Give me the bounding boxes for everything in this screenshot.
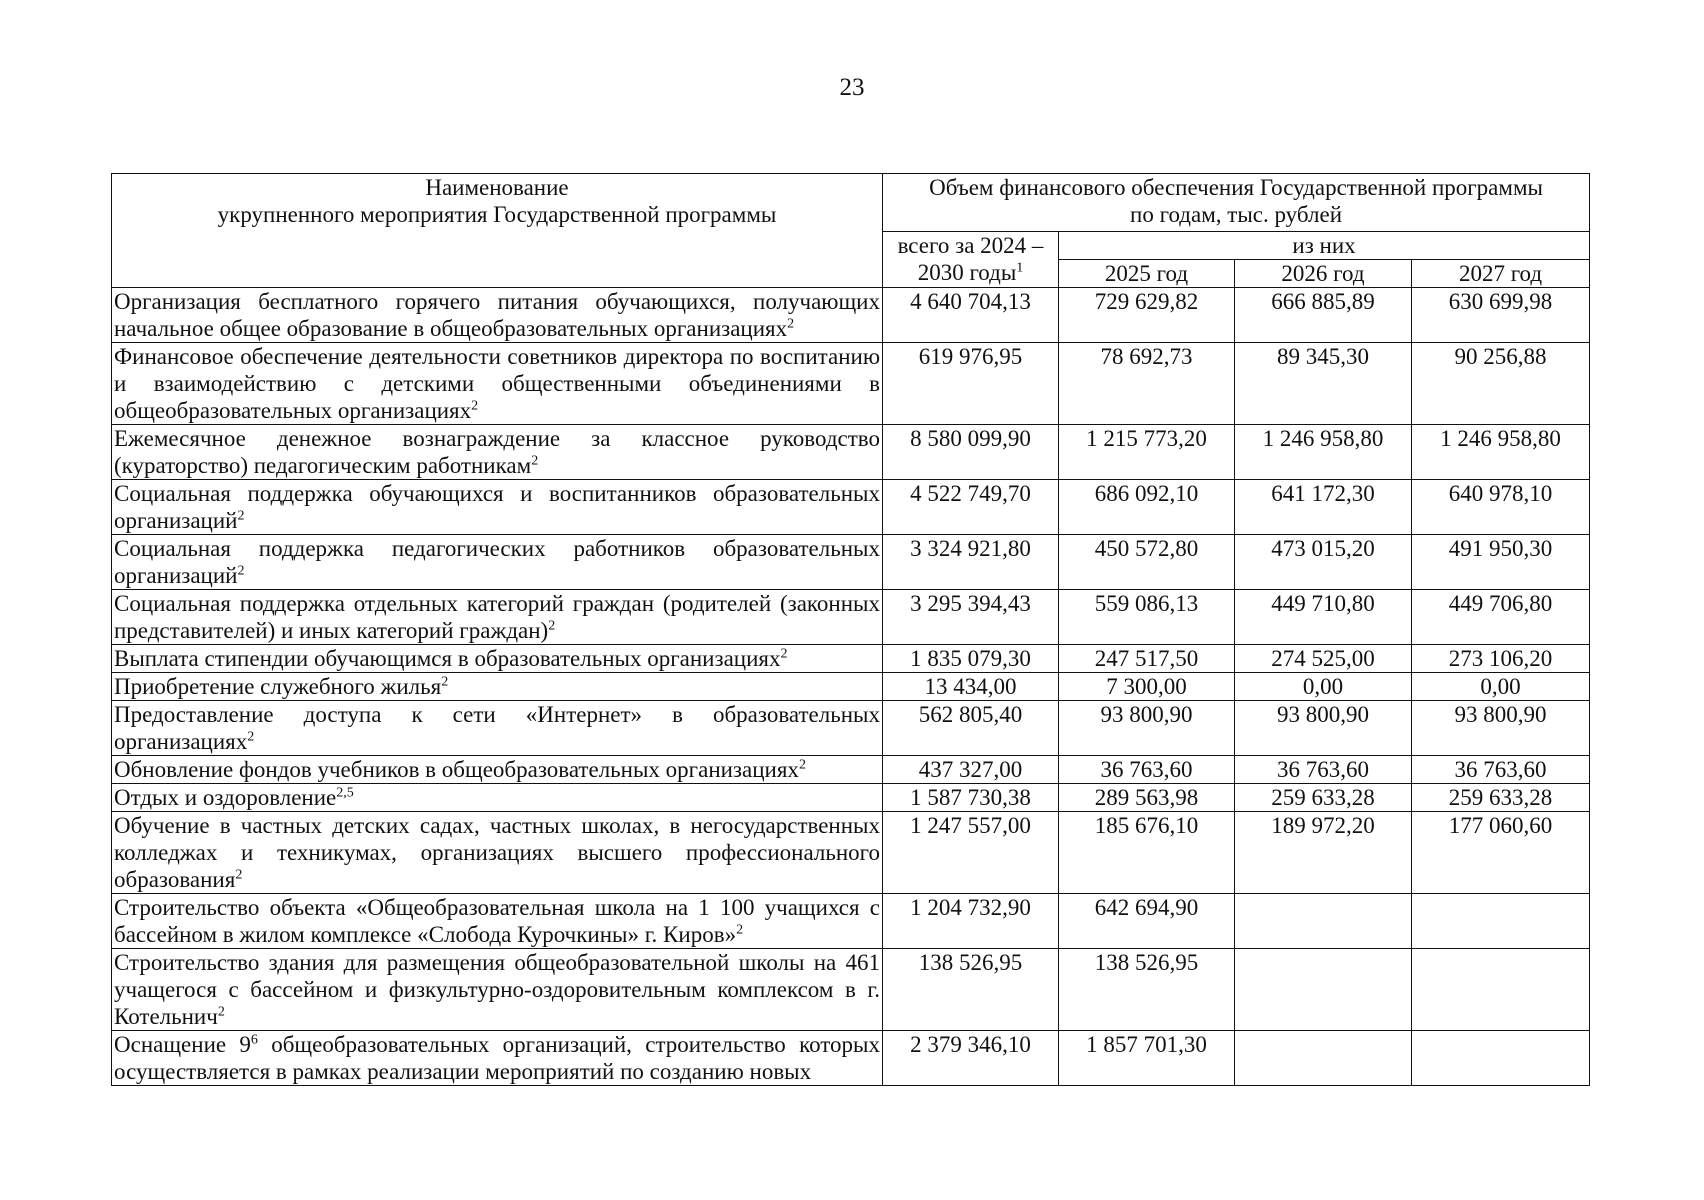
row-total: 437 327,00 [883,756,1059,784]
table-row [112,480,1590,535]
row-name-text: Обновление фондов учебников в общеобразовательных организациях [114,757,799,782]
row-name [112,288,883,343]
row-name-text: Социальная поддержка педагогических работников образовательных организаций [114,536,880,588]
row-2026: 473 015,20 [1235,535,1412,590]
row-2026 [1235,894,1412,949]
row-total: 138 526,95 [883,949,1059,1031]
header-funding [883,174,1590,232]
table-row [112,535,1590,590]
row-2026: 1 246 958,80 [1235,425,1412,480]
row-footnote: 6 [250,1032,258,1048]
row-name [112,949,883,1031]
row-name [112,784,883,812]
row-name-text: Обучение в частных детских садах, частных школах, в негосударственных колледжах и техникумах, организациях высшего профессионального образования [114,813,880,892]
row-name [112,645,883,673]
row-2025: 185 676,10 [1059,812,1235,894]
row-2027: 1 246 958,80 [1412,425,1590,480]
row-name [112,756,883,784]
row-total: 1 835 079,30 [883,645,1059,673]
row-2027 [1412,1031,1590,1086]
row-total: 562 805,40 [883,701,1059,756]
row-footnote: 2 [235,867,243,883]
row-name [112,812,883,894]
header-name-column [112,174,883,288]
header-total [883,232,1059,288]
row-total: 1 587 730,38 [883,784,1059,812]
row-2026: 259 633,28 [1235,784,1412,812]
row-2025: 78 692,73 [1059,343,1235,425]
row-2025: 247 517,50 [1059,645,1235,673]
row-2026 [1235,949,1412,1031]
row-footnote: 2 [247,729,255,745]
row-2025: 7 300,00 [1059,673,1235,701]
row-footnote: 2 [217,1004,225,1020]
row-name-text: Оснащение 9 [114,1032,251,1057]
row-2025: 138 526,95 [1059,949,1235,1031]
row-2026: 666 885,89 [1235,288,1412,343]
header-total-line2: 2030 годы [917,260,1017,285]
row-total: 3 324 921,80 [883,535,1059,590]
row-2027 [1412,894,1590,949]
row-2026: 93 800,90 [1235,701,1412,756]
row-total: 619 976,95 [883,343,1059,425]
row-name [112,673,883,701]
row-name [112,1031,883,1086]
row-name-text: Социальная поддержка обучающихся и воспитанников образовательных организаций [114,481,880,533]
table-row [112,701,1590,756]
row-name [112,480,883,535]
row-2025: 93 800,90 [1059,701,1235,756]
header-name-line2: укрупненного мероприятия Государственной программы [217,202,777,227]
row-name [112,590,883,645]
row-2025: 686 092,10 [1059,480,1235,535]
header-total-line1: всего за 2024 – [897,233,1044,258]
row-2025: 1 857 701,30 [1059,1031,1235,1086]
row-2025: 450 572,80 [1059,535,1235,590]
row-2026: 36 763,60 [1235,756,1412,784]
row-name-text: Финансовое обеспечение деятельности советников директора по воспитанию и взаимодействию с детскими общественными объединениями в общеобразовательных организациях [114,344,880,423]
row-total: 13 434,00 [883,673,1059,701]
row-name-text: Выплата стипендии обучающимся в образовательных организациях [114,646,781,671]
row-2027: 177 060,60 [1412,812,1590,894]
row-2025: 1 215 773,20 [1059,425,1235,480]
row-2027: 491 950,30 [1412,535,1590,590]
row-total: 1 204 732,90 [883,894,1059,949]
row-2027: 0,00 [1412,673,1590,701]
table-row [112,288,1590,343]
row-name [112,343,883,425]
header-total-footnote: 1 [1016,260,1024,276]
row-2025: 559 086,13 [1059,590,1235,645]
row-name-text: общеобразовательных организаций, строительство которых осуществляется в рамках реализации мероприятий по созданию новых [114,1032,880,1084]
row-2027: 640 978,10 [1412,480,1590,535]
row-footnote: 2,5 [336,785,354,801]
row-total: 4 640 704,13 [883,288,1059,343]
row-footnote: 2 [237,508,245,524]
funding-table [111,173,1590,1086]
row-2025: 36 763,60 [1059,756,1235,784]
row-footnote: 2 [787,316,795,332]
row-total: 4 522 749,70 [883,480,1059,535]
row-name-text: Строительство объекта «Общеобразовательная школа на 1 100 учащихся с бассейном в жилом комплексе «Слобода Курочкины» г. Киров» [114,895,880,947]
row-2027: 90 256,88 [1412,343,1590,425]
row-name-text: Организация бесплатного горячего питания обучающихся, получающих начальное общее образование в общеобразовательных организациях [114,289,880,341]
row-2026: 449 710,80 [1235,590,1412,645]
row-2026: 89 345,30 [1235,343,1412,425]
header-of-which: из них [1059,232,1590,260]
row-2027 [1412,949,1590,1031]
row-2027: 273 106,20 [1412,645,1590,673]
row-name-text: Отдых и оздоровление [114,785,337,810]
row-total: 8 580 099,90 [883,425,1059,480]
row-footnote: 2 [441,674,449,690]
row-total: 3 295 394,43 [883,590,1059,645]
table-row [112,756,1590,784]
table-row [112,784,1590,812]
row-2027: 259 633,28 [1412,784,1590,812]
row-total: 1 247 557,00 [883,812,1059,894]
row-footnote: 2 [471,398,479,414]
row-footnote: 2 [548,618,556,634]
row-2025: 289 563,98 [1059,784,1235,812]
table-row [112,894,1590,949]
header-year-2026: 2026 год [1235,260,1412,288]
row-footnote: 2 [736,922,744,938]
header-year-2025: 2025 год [1059,260,1235,288]
row-name [112,894,883,949]
row-footnote: 2 [531,453,539,469]
row-name-text: Предоставление доступа к сети «Интернет» в образовательных организациях [114,702,880,754]
row-2027: 449 706,80 [1412,590,1590,645]
row-name [112,425,883,480]
row-footnote: 2 [798,757,806,773]
table-row [112,673,1590,701]
row-2026: 0,00 [1235,673,1412,701]
row-2025: 729 629,82 [1059,288,1235,343]
row-2027: 36 763,60 [1412,756,1590,784]
row-footnote: 2 [780,646,788,662]
row-name-text: Строительство здания для размещения общеобразовательной школы на 461 учащегося с бассейном и физкультурно-оздоровительным комплексом в г. Котельнич [114,950,880,1029]
row-2026 [1235,1031,1412,1086]
row-name-text: Социальная поддержка отдельных категорий граждан (родителей (законных представителей) и иных категорий граждан) [114,591,880,643]
row-name-text: Приобретение служебного жилья [114,674,442,699]
row-2026: 274 525,00 [1235,645,1412,673]
row-2026: 641 172,30 [1235,480,1412,535]
table-row [112,590,1590,645]
header-name-line1: Наименование [425,175,569,200]
row-name [112,701,883,756]
table-row [112,1031,1590,1086]
table-body [112,288,1590,1086]
row-2025: 642 694,90 [1059,894,1235,949]
table-row [112,645,1590,673]
row-2027: 630 699,98 [1412,288,1590,343]
table-row [112,812,1590,894]
row-name-text: Ежемесячное денежное вознаграждение за классное руководство (кураторство) педагогическим работникам [114,426,880,478]
row-total: 2 379 346,10 [883,1031,1059,1086]
header-funding-line2: по годам, тыс. рублей [1130,202,1342,227]
row-2027: 93 800,90 [1412,701,1590,756]
row-footnote: 2 [237,563,245,579]
row-2026: 189 972,20 [1235,812,1412,894]
header-funding-line1: Объем финансового обеспечения Государственной программы [929,175,1543,200]
page-number: 23 [839,74,865,101]
table-row [112,343,1590,425]
header-year-2027: 2027 год [1412,260,1590,288]
table-row [112,949,1590,1031]
table-row [112,425,1590,480]
row-name [112,535,883,590]
